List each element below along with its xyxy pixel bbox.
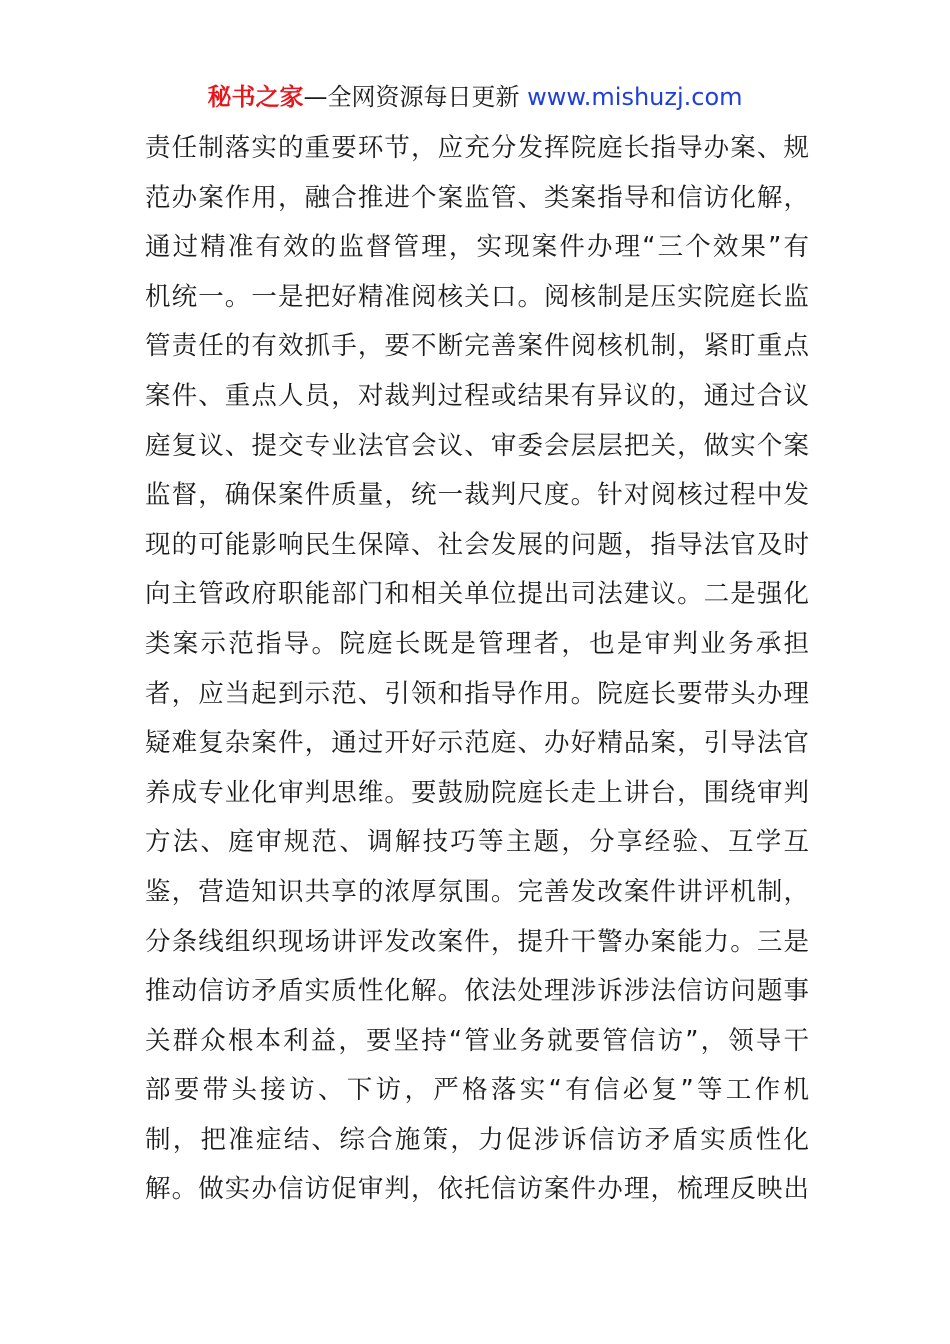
text-line: 通过精准有效的监督管理，实现案件办理“三个效果”有 bbox=[145, 232, 809, 263]
document-body bbox=[145, 124, 809, 1215]
text-line: 部要带头接访、下访，严格落实“有信必复”等工作机 bbox=[145, 1075, 809, 1106]
text-line: 解。做实办信访促审判，依托信访案件办理，梳理反映出 bbox=[145, 1174, 809, 1205]
brand-name: 秘书之家 bbox=[207, 83, 304, 111]
text-line: 疑难复杂案件，通过开好示范庭、办好精品案，引导法官 bbox=[145, 728, 809, 759]
text-line: 制，把准症结、综合施策，力促涉诉信访矛盾实质性化 bbox=[145, 1124, 809, 1155]
text-line: 鉴，营造知识共享的浓厚氛围。完善发改案件讲评机制， bbox=[145, 876, 809, 907]
text-line: 推动信访矛盾实质性化解。依法处理涉诉涉法信访问题事 bbox=[145, 976, 809, 1007]
text-line: 机统一。一是把好精准阅核关口。阅核制是压实院庭长监 bbox=[145, 281, 809, 312]
text-line: 现的可能影响民生保障、社会发展的问题，指导法官及时 bbox=[145, 529, 809, 560]
text-line: 者，应当起到示范、引领和指导作用。院庭长要带头办理 bbox=[145, 678, 809, 709]
text-line: 监督，确保案件质量，统一裁判尺度。针对阅核过程中发 bbox=[145, 480, 809, 511]
site-header bbox=[0, 80, 950, 114]
text-line: 向主管政府职能部门和相关单位提出司法建议。二是强化 bbox=[145, 579, 809, 610]
text-line: 责任制落实的重要环节，应充分发挥院庭长指导办案、规 bbox=[145, 133, 809, 163]
header-tagline: —全网资源每日更新 bbox=[303, 83, 520, 111]
text-line: 范办案作用，融合推进个案监管、类案指导和信访化解， bbox=[145, 182, 809, 213]
text-line: 类案示范指导。院庭长既是管理者，也是审判业务承担 bbox=[145, 628, 809, 659]
text-line: 分条线组织现场讲评发改案件，提升干警办案能力。三是 bbox=[145, 926, 809, 957]
text-line: 方法、庭审规范、调解技巧等主题，分享经验、互学互 bbox=[145, 827, 809, 858]
text-line: 养成专业化审判思维。要鼓励院庭长走上讲台，围绕审判 bbox=[145, 777, 809, 808]
site-url-link[interactable]: www.mishuzj.com bbox=[519, 83, 743, 111]
text-line: 关群众根本利益，要坚持“管业务就要管信访”，领导干 bbox=[145, 1025, 809, 1056]
text-line: 案件、重点人员，对裁判过程或结果有异议的，通过合议 bbox=[145, 380, 809, 411]
text-line: 庭复议、提交专业法官会议、审委会层层把关，做实个案 bbox=[145, 430, 809, 461]
text-line: 管责任的有效抓手，要不断完善案件阅核机制，紧盯重点 bbox=[145, 331, 809, 362]
